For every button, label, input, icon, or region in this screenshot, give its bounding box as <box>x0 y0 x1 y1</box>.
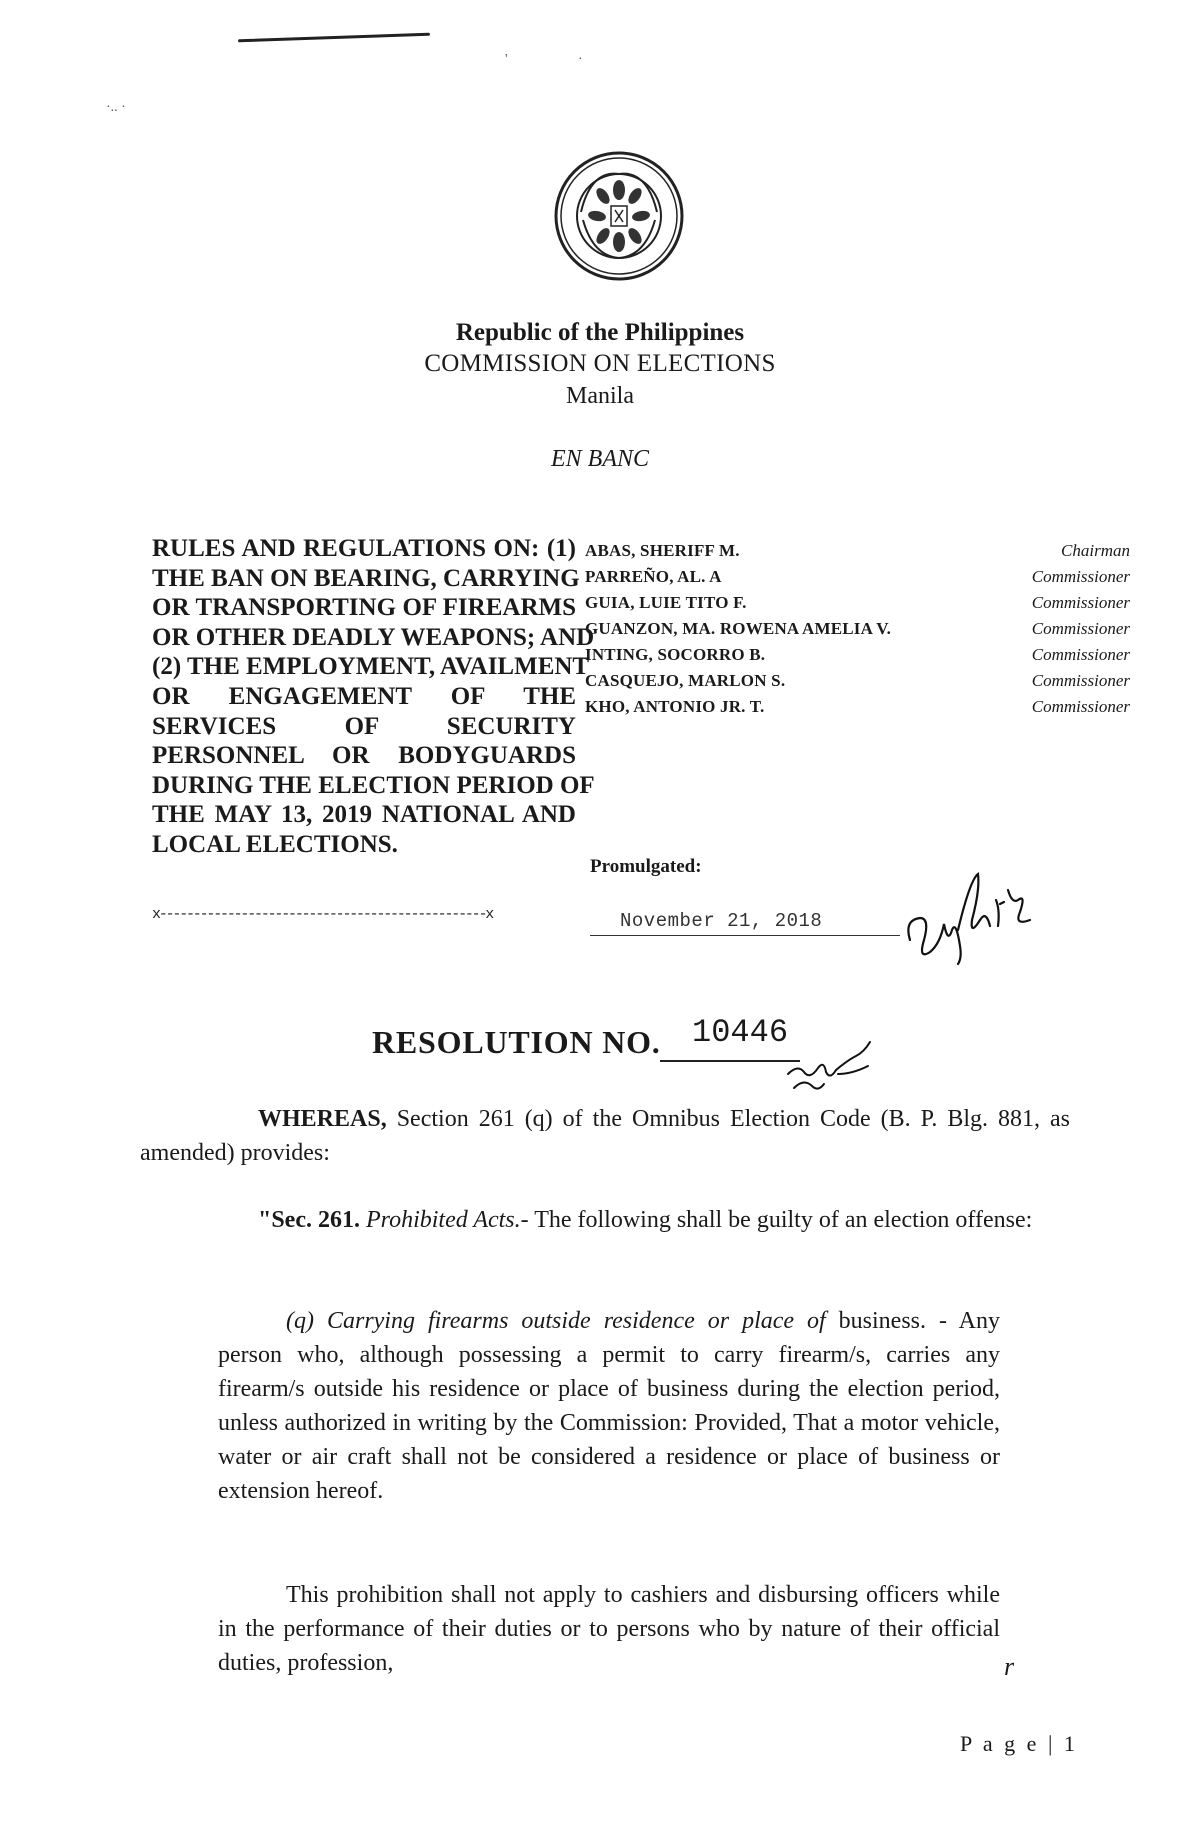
subject-line: OR ENGAGEMENT OF THE <box>152 682 576 710</box>
city-heading: Manila <box>566 383 634 409</box>
promulgated-label: Promulgated: <box>590 856 702 877</box>
subject-line: PERSONNEL OR BODYGUARDS <box>152 742 576 770</box>
caption-divider: x------------------------------------------------x <box>152 906 493 923</box>
commissioner-role: Commissioner <box>1031 593 1130 612</box>
commissioner-name: KHO, ANTONIO JR. T. <box>585 697 765 716</box>
subsection-q-text: Any person who, although possessing a permit to carry firearm/s, carries any firearm/s outside his residence or place of business during the election period, unless authorized in writing by the Commission: Provided, That a motor vehicle, water or air craft shall not be considered a residence or place of business or extension hereof. <box>218 1308 1000 1504</box>
commissioner-role: Commissioner <box>1031 567 1130 586</box>
subject-line: RULES AND REGULATIONS ON: (1) <box>152 535 576 562</box>
commissioner-role: Commissioner <box>1031 645 1130 664</box>
commissioner-row <box>585 694 1130 720</box>
date-underline <box>590 935 900 936</box>
commissioner-name: ABAS, SHERIFF M. <box>585 541 740 560</box>
subject-line: LOCAL ELECTIONS. <box>152 830 398 858</box>
subsection-q-paragraph <box>218 1304 1000 1508</box>
section-text: - The following shall be guilty of an election offense: <box>520 1207 1033 1233</box>
subject-line: THE MAY 13, 2019 NATIONAL AND <box>152 801 576 829</box>
subject-line: (2) THE EMPLOYMENT, AVAILMENT <box>152 653 590 681</box>
section-title: Prohibited Acts. <box>359 1207 521 1233</box>
comelec-seal-icon <box>553 150 685 282</box>
scan-speck: ' <box>505 52 508 67</box>
scan-speck: ·.. · <box>106 100 126 115</box>
commissioner-name: GUANZON, MA. ROWENA AMELIA V. <box>585 619 892 638</box>
subject-line: THE BAN ON BEARING, CARRYING <box>152 564 580 592</box>
page-number: P a g e | 1 <box>960 1731 1078 1756</box>
commissioner-row <box>585 668 1130 694</box>
subject-line: OR TRANSPORTING OF FIREARMS <box>152 594 576 622</box>
commissioner-row <box>585 590 1130 616</box>
whereas-paragraph <box>140 1102 1070 1170</box>
commissioners-list <box>585 538 1130 720</box>
scan-speck: · <box>578 52 583 67</box>
promulgated-date: November 21, 2018 <box>620 910 823 932</box>
signature-icon <box>900 860 1050 970</box>
republic-heading: Republic of the Philippines <box>455 319 745 346</box>
commissioner-name: INTING, SOCORRO B. <box>585 645 766 664</box>
commissioner-name: CASQUEJO, MARLON S. <box>585 671 786 690</box>
commissioner-role: Chairman <box>1061 541 1130 560</box>
commissioner-role: Commissioner <box>1031 619 1130 638</box>
agency-heading: COMMISSION ON ELECTIONS <box>424 350 776 377</box>
margin-mark: r <box>1004 1652 1015 1681</box>
section-number: "Sec. 261. <box>258 1207 360 1233</box>
commissioner-name: PARREÑO, AL. A <box>585 567 722 586</box>
commissioner-name: GUIA, LUIE TITO F. <box>585 593 747 612</box>
commissioner-role: Commissioner <box>1031 697 1130 716</box>
commissioner-row <box>585 538 1130 564</box>
commissioner-row <box>585 642 1130 668</box>
resolution-label: RESOLUTION NO. <box>372 1024 661 1060</box>
document-header <box>0 318 1200 412</box>
scan-mark <box>238 33 430 43</box>
initials-icon <box>778 1030 878 1100</box>
subsection-q-heading-end: business. - <box>825 1308 947 1334</box>
section-261-quote <box>140 1203 1070 1237</box>
commissioner-role: Commissioner <box>1031 671 1130 690</box>
commissioner-row <box>585 564 1130 590</box>
subject-line: SERVICES OF SECURITY <box>152 712 576 740</box>
whereas-text: Section 261 (q) of the Omnibus Election Code (B. P. Blg. 881, as amended) provides: <box>140 1106 1070 1166</box>
subject-line: OR OTHER DEADLY WEAPONS; AND <box>152 623 595 651</box>
subject-line: DURING THE ELECTION PERIOD OF <box>152 771 595 799</box>
subsection-q-heading: (q) Carrying firearms outside residence or place of <box>286 1308 826 1334</box>
proviso-paragraph: This prohibition shall not apply to cashiers and disbursing officers while in the performance of their duties or to persons who by nature of their official duties, profession, <box>218 1582 1000 1676</box>
resolution-number: 10446 <box>692 1014 789 1051</box>
resolution-subject <box>152 534 595 860</box>
commissioner-row <box>585 616 1130 642</box>
en-banc-label: EN BANC <box>550 446 649 472</box>
whereas-lead: WHEREAS, <box>258 1106 387 1132</box>
